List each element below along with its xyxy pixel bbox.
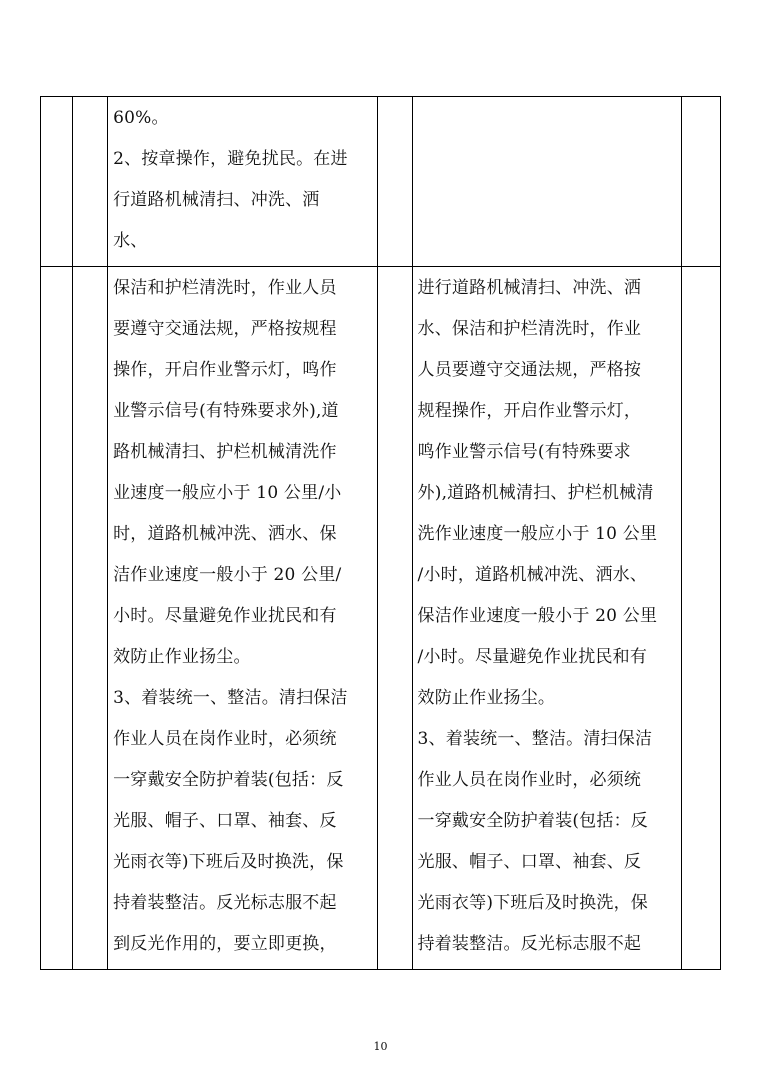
text-line: 2、按章操作，避免扰民。在进 <box>113 149 348 169</box>
response-text <box>413 267 681 969</box>
text-line: 规程操作，开启作业警示灯， <box>417 401 642 421</box>
text-line: 效防止作业扬尘。 <box>417 688 556 708</box>
text-line: 鸣作业警示信号(有特殊要求 <box>417 442 631 462</box>
content-table <box>40 96 721 970</box>
text-line: 行道路机械清扫、冲洗、洒 <box>113 190 320 210</box>
text-line: 光服、帽子、口罩、袖套、反 <box>417 852 642 872</box>
requirement-text <box>108 267 377 969</box>
text-line: 光雨衣等)下班后及时换洗，保 <box>417 893 648 913</box>
text-line: /小时，道路机械冲洗、洒水、 <box>417 565 648 585</box>
empty-cell <box>681 267 720 970</box>
requirement-cell <box>108 97 378 267</box>
text-line: 操作，开启作业警示灯，鸣作 <box>113 360 337 380</box>
empty-cell <box>41 267 73 970</box>
text-line: 60%。 <box>113 108 169 128</box>
text-line: 作业人员在岗作业时，必须统 <box>113 729 337 749</box>
text-line: 小时。尽量避免作业扰民和有 <box>113 606 337 626</box>
text-line: 持着装整洁。反光标志服不起 <box>113 893 337 913</box>
text-line: 洁作业速度一般小于 20 公里/ <box>113 565 342 585</box>
text-line: /小时。尽量避免作业扰民和有 <box>417 647 648 667</box>
text-line: 业速度一般应小于 10 公里/小 <box>113 483 342 503</box>
empty-cell <box>73 267 108 970</box>
text-line: 水、 <box>113 231 148 251</box>
page-number: 10 <box>373 1040 388 1053</box>
text-line: 时，道路机械冲洗、洒水、保 <box>113 524 337 544</box>
empty-cell <box>681 97 720 267</box>
text-line: 3、着装统一、整洁。清扫保洁 <box>113 688 348 708</box>
requirement-text <box>108 97 377 266</box>
empty-cell <box>73 97 108 267</box>
text-line: 路机械清扫、护栏机械清洗作 <box>113 442 337 462</box>
response-cell <box>412 267 681 970</box>
requirement-cell <box>108 267 378 970</box>
text-line: 光服、帽子、口罩、袖套、反 <box>113 811 337 831</box>
text-line: 光雨衣等)下班后及时换洗，保 <box>113 852 344 872</box>
text-line: 保洁和护栏清洗时，作业人员 <box>113 278 337 298</box>
text-line: 要遵守交通法规，严格按规程 <box>113 319 337 339</box>
text-line: 进行道路机械清扫、冲洗、洒 <box>417 278 642 298</box>
table-row <box>41 97 721 267</box>
empty-cell <box>41 97 73 267</box>
text-line: 水、保洁和护栏清洗时，作业 <box>417 319 642 339</box>
text-line: 洗作业速度一般应小于 10 公里 <box>417 524 658 544</box>
text-line: 作业人员在岗作业时，必须统 <box>417 770 642 790</box>
text-line: 一穿戴安全防护着装(包括：反 <box>417 811 648 831</box>
empty-cell <box>378 97 412 267</box>
text-line: 3、着装统一、整洁。清扫保洁 <box>417 729 653 749</box>
text-line: 持着装整洁。反光标志服不起 <box>417 934 642 954</box>
empty-cell <box>378 267 412 970</box>
text-line: 保洁作业速度一般小于 20 公里 <box>417 606 658 626</box>
text-line: 业警示信号(有特殊要求外),道 <box>113 401 339 421</box>
text-line: 人员要遵守交通法规，严格按 <box>417 360 642 380</box>
response-cell <box>412 97 681 267</box>
table-row <box>41 267 721 970</box>
text-line: 效防止作业扬尘。 <box>113 647 251 667</box>
text-line: 一穿戴安全防护着装(包括：反 <box>113 770 344 790</box>
text-line: 外),道路机械清扫、护栏机械清 <box>417 483 654 503</box>
text-line: 到反光作用的，要立即更换， <box>113 934 337 954</box>
